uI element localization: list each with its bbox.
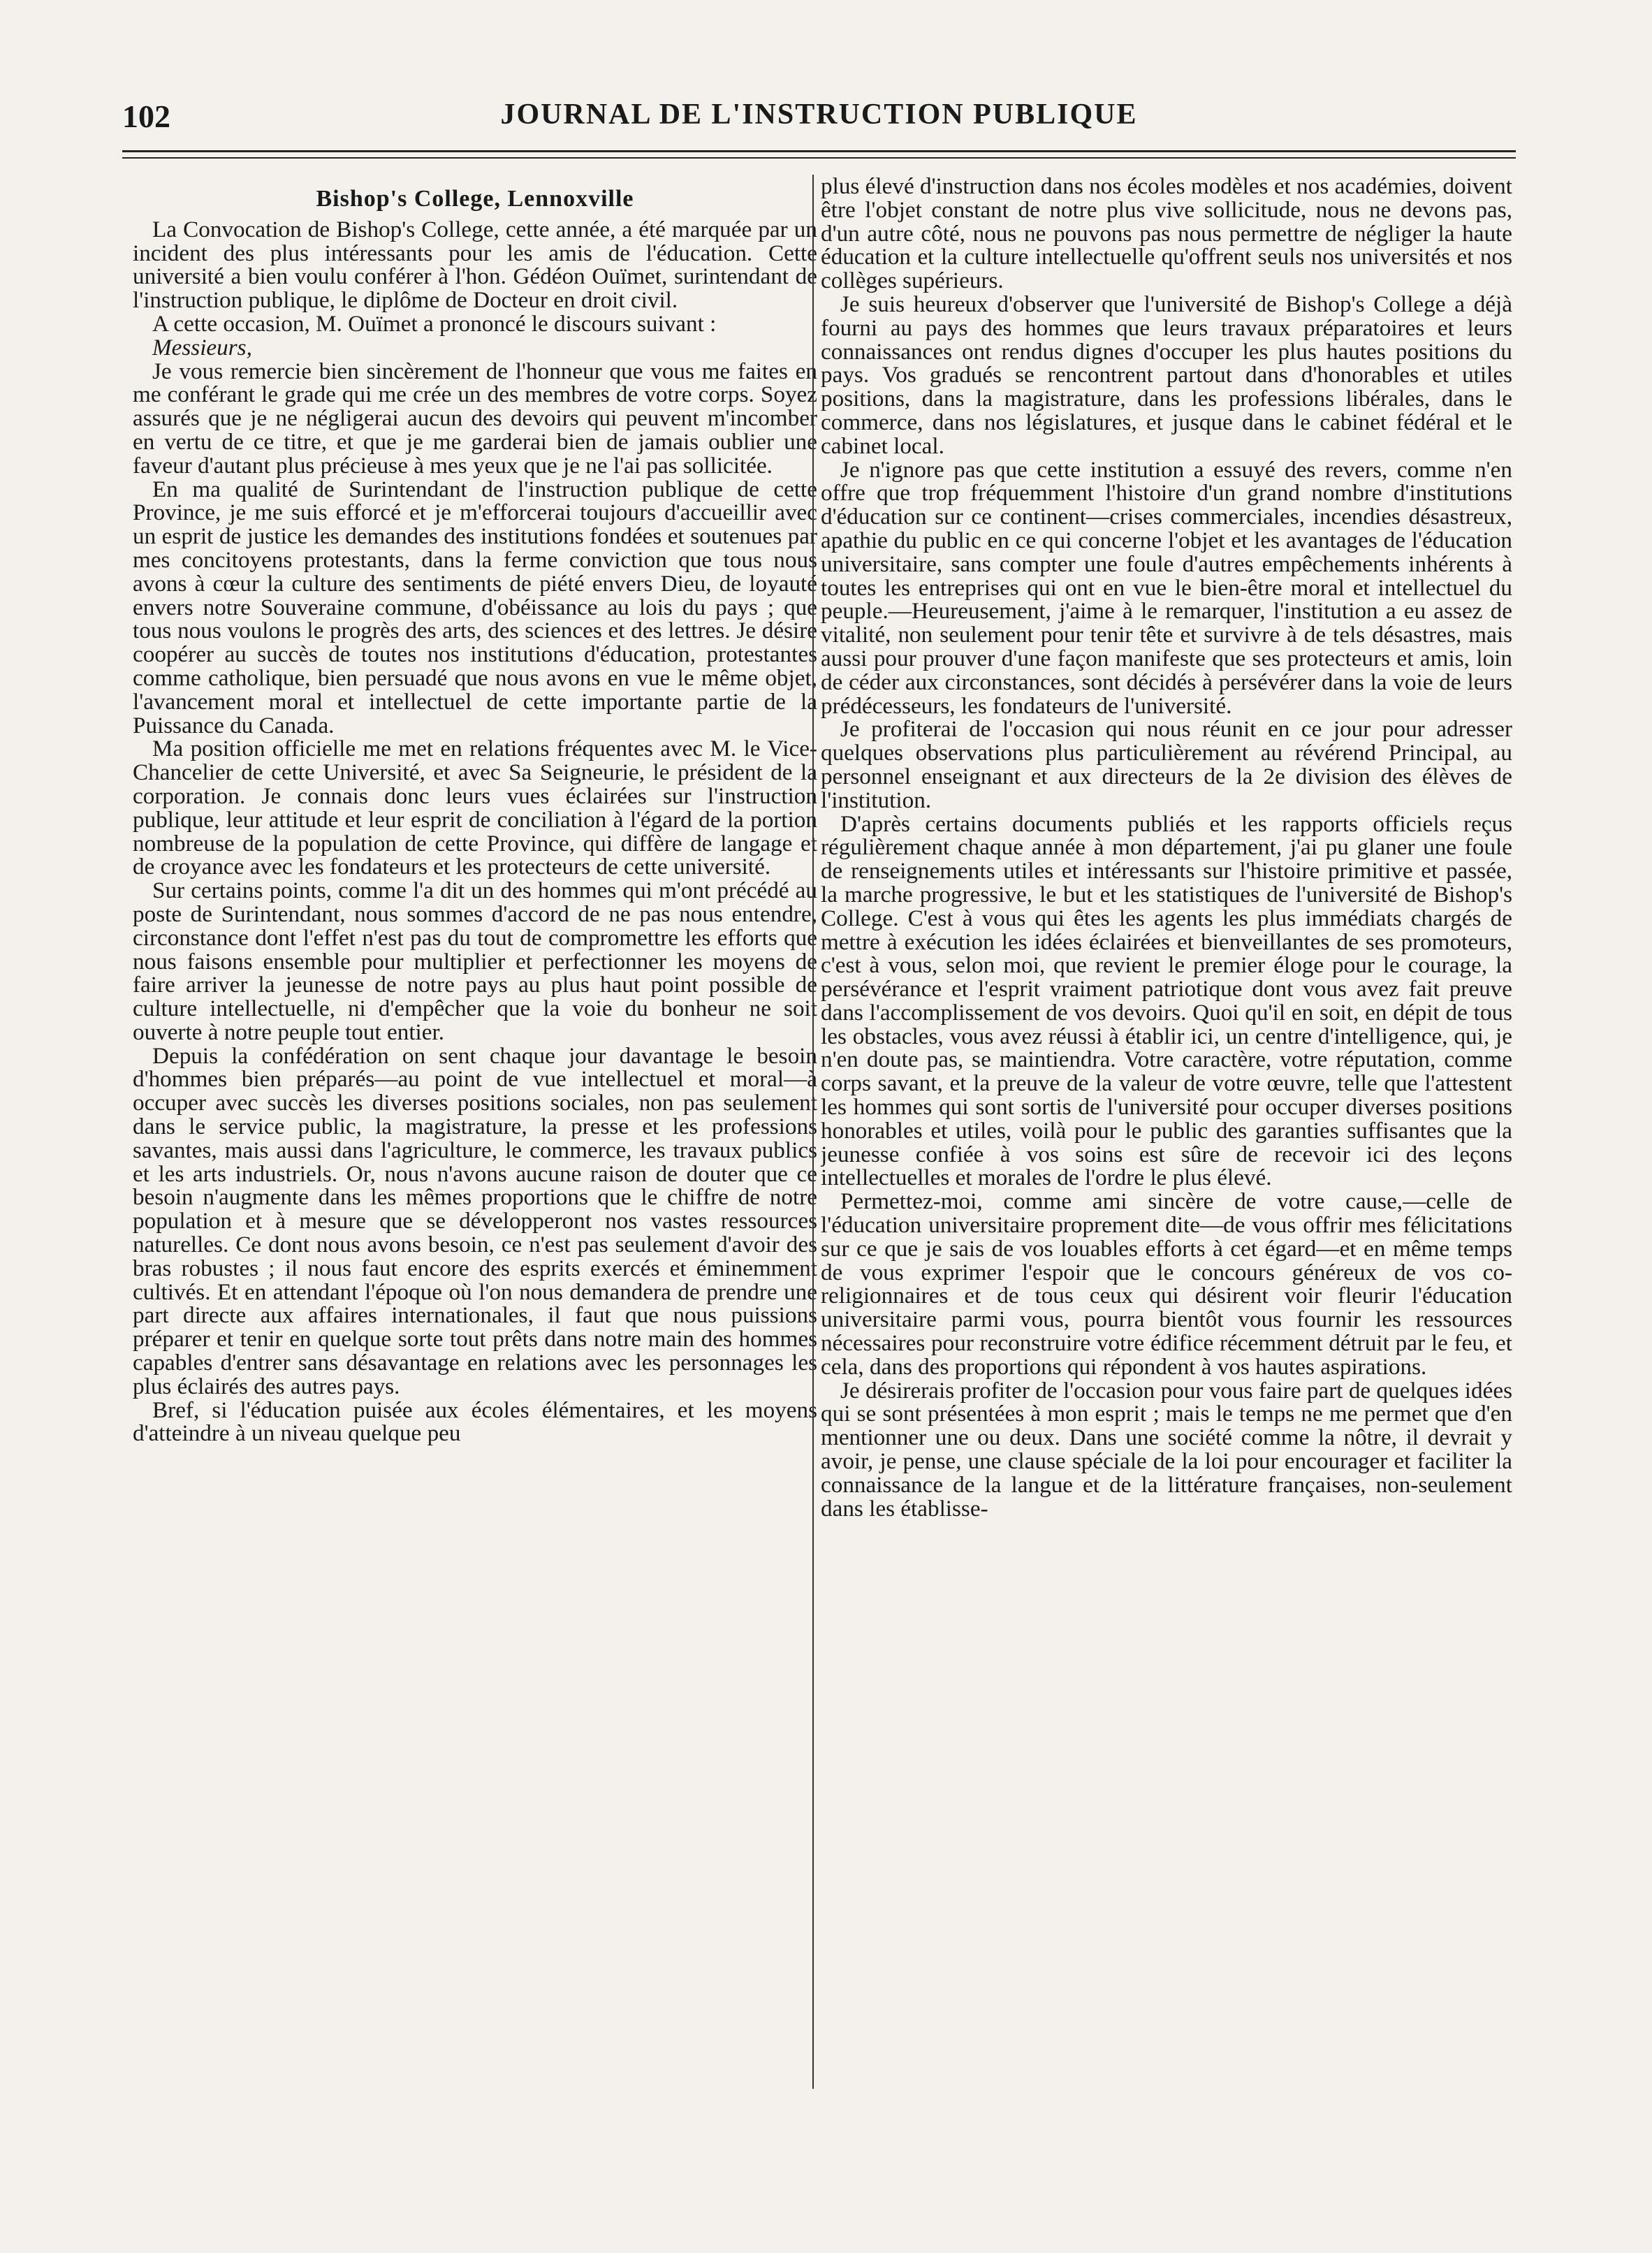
body-paragraph: Je profiterai de l'occasion qui nous réunit en ce jour pour adresser quelques observations plus particulièrement au révérend Principal, au personnel enseignant et aux directeurs de la 2e division des élèves de l'institution.: [821, 716, 1512, 813]
article-title: Bishop's College, Lennoxville: [316, 186, 634, 212]
body-paragraph: Permettez-moi, comme ami sincère de votre cause,—celle de l'éducation universitaire proprement dite—de vous offrir mes félicitations sur ce que je sais de vos louables efforts à cet égard—et en même temps de vous exprimer l'espoir que le concours généreux de vos co-religionnaires et de tous ceux qui désirent voir fleurir l'éducation universitaire parmi vous, pourra bientôt vous fournir les ressources nécessaires pour reconstruire votre édifice récemment détruit par le feu, et cela, dans des proportions qui répondent à vos hautes aspirations.: [821, 1188, 1512, 1380]
page-header: [122, 98, 1516, 140]
body-paragraph: plus élevé d'instruction dans nos écoles modèles et nos académies, doivent être l'objet constant de notre plus vive sollicitude, nous ne devons pas, d'un autre côté, nous ne pouvons pas nous permettre de négliger la haute éducation et la culture intellectuelle qu'offrent seuls nos universités et nos collèges supérieurs.: [821, 175, 1512, 294]
body-paragraph: Depuis la confédération on sent chaque jour davantage le besoin d'hommes bien préparés—au point de vue intellectuel et moral—à occuper avec succès les diverses positions sociales, non pas seulement dans le service public, la magistrature, la presse et les professions savantes, mais aussi dans l'agriculture, le commerce, les travaux publics et les arts industriels. Or, nous n'avons aucune raison de douter que ce besoin n'augmente dans les mêmes proportions que le chiffre de notre population et à mesure que se développeront nos vastes ressources naturelles. Ce dont nous avons besoin, ce n'est pas seulement d'avoir des bras robustes ; il nous faut encore des esprits exercés et éminemment cultivés. Et en attendant l'époque où l'on nous demandera de prendre une part directe aux affaires internationales, il faut que nous puissions préparer et tenir en quelque sorte tout prêts dans notre main des hommes capables d'entrer sans désavantage en relations avec les personnages les plus éclairés des autres pays.: [133, 1042, 817, 1399]
intro-paragraph: La Convocation de Bishop's College, cette année, a été marquée par un incident des plus intéressants pour les amis de l'éducation. Cette université a bien voulu conférer à l'hon. Gédéon Ouïmet, surintendant de l'instruction publique, le diplôme de Docteur en droit civil.: [133, 216, 817, 314]
body-paragraph: Je suis heureux d'observer que l'université de Bishop's College a déjà fourni au pays des hommes que leurs travaux préparatoires et leurs connaissances ont rendus dignes d'occuper les plus hautes positions du pays. Vos gradués se rencontrent partout dans d'honorables et utiles positions, dans la magistrature, dans les professions libérales, dans le commerce, dans nos législatures, et jusque dans le cabinet fédéral et le cabinet local.: [821, 291, 1512, 459]
body-paragraph: Je désirerais profiter de l'occasion pour vous faire part de quelques idées qui se sont présentées à mon esprit ; mais le temps ne me permet que d'en mentionner une ou deux. Dans une société comme la nôtre, il devrait y avoir, je pense, une clause spéciale de la loi pour encourager et faciliter la connaissance de la langue et de la littérature françaises, non-seulement dans les établisse-: [821, 1377, 1512, 1522]
body-paragraph: Je vous remercie bien sincèrement de l'honneur que vous me faites en me conférant le grade qui me crée un des membres de votre corps. Soyez assurés que je ne négligerai aucun des devoirs qui peuvent m'incomber en vertu de ce titre, et que je me garderai bien de jamais oublier une faveur d'autant plus précieuse à mes yeux que je ne l'ai pas sollicitée.: [133, 358, 817, 479]
right-column: [821, 175, 1512, 2089]
body-paragraph: En ma qualité de Surintendant de l'instruction publique de cette Province, je me suis efforcé et je m'efforcerai toujours d'accueillir avec un esprit de justice les demandes des institutions fondées et soutenues par mes concitoyens protestants, dans la ferme conviction que tous nous avons à cœur la culture des sentiments de piété envers Dieu, de loyauté envers notre Souveraine commune, d'obéissance au lois du pays ; que tous nous voulons le progrès des arts, des sciences et des lettres. Je désire coopérer au succès de toutes nos institutions d'éducation, protestantes comme catholique, bien persuadé que nous avons en vue le même objet, l'avancement moral et intellectuel de cette importante partie de la Puissance du Canada.: [133, 476, 817, 738]
body-paragraph: Ma position officielle me met en relations fréquentes avec M. le Vice-Chancelier de cette Université, et avec Sa Seigneurie, le président de la corporation. Je connais donc leurs vues éclairées sur l'instruction publique, leur attitude et leur esprit de conciliation à l'égard de la portion nombreuse de la population de cette Province, qui diffère de langage et de croyance avec les fondateurs et les protecteurs de cette université.: [133, 736, 817, 880]
column-divider: [812, 175, 814, 2089]
salutation: Messieurs,: [152, 334, 252, 360]
left-column: [133, 175, 817, 2089]
journal-title: JOURNAL DE L'INSTRUCTION PUBLIQUE: [500, 99, 1138, 131]
body-paragraph: Sur certains points, comme l'a dit un des hommes qui m'ont précédé au poste de Surintendant, nous sommes d'accord de ne pas nous entendre, circonstance dont l'effet n'est pas du tout de compromettre les efforts que nous faisons ensemble pour multiplier et perfectionner les moyens de faire arriver la jeunesse de notre pays au plus haut point possible de culture intellectuelle, ni d'empêcher que la voie du bonheur ne soit ouverte à notre peuple tout entier.: [133, 877, 817, 1045]
page-number: 102: [122, 99, 170, 134]
intro-paragraph: A cette occasion, M. Ouïmet a prononcé le discours suivant :: [152, 310, 717, 337]
body-paragraph: Bref, si l'éducation puisée aux écoles élémentaires, et les moyens d'atteindre à un niveau quelque peu: [133, 1397, 817, 1447]
body-paragraph: D'après certains documents publiés et les rapports officiels reçus régulièrement chaque année à mon département, j'ai pu glaner une foule de renseignements utiles et intéressants sur l'histoire primitive et passée, la marche progressive, le but et les statistiques de l'université de Bishop's College. C'est à vous qui êtes les agents les plus immédiats chargés de mettre à exécution les idées éclairées et bienveillantes de ses promoteurs, c'est à vous, selon moi, que revient le premier éloge pour le courage, la persévérance et l'esprit vraiment patriotique dont vous avez fait preuve dans l'accomplissement de vos devoirs. Quoi qu'il en soit, en dépit de tous les obstacles, vous avez réussi à établir ici, un centre d'intelligence, qui, je n'en doute pas, se maintiendra. Votre caractère, votre réputation, comme corps savant, et la preuve de la valeur de votre œuvre, telle que l'attestent les hommes qui sont sortis de l'université pour occuper diverses positions honorables et utiles, voilà pour le public des garanties suffisantes que la jeunesse confiée à vos soins est sûre de recevoir ici des leçons intellectuelles et morales de l'ordre le plus élevé.: [821, 810, 1512, 1191]
header-rule: [122, 150, 1516, 152]
body-paragraph: Je n'ignore pas que cette institution a essuyé des revers, comme n'en offre que trop fréquemment l'histoire d'un grand nombre d'institutions d'éducation sur ce continent—crises commerciales, incendies désastreux, apathie du public en ce qui concerne l'objet et les avantages de l'éducation universitaire, sans compter une foule d'autres empêchements inhérents à toutes les entreprises qui ont en vue le bien-être moral et intellectuel du peuple.—Heureusement, j'aime à le remarquer, l'institution a eu assez de vitalité, non seulement pour tenir tête et survivre à de tels désastres, mais aussi pour prouver d'une façon manifeste que ses protecteurs et amis, loin de céder aux circonstances, sont décidés à persévérer dans la voie de leurs prédécesseurs, les fondateurs de l'université.: [821, 456, 1512, 719]
header-rule-thin: [122, 157, 1516, 159]
